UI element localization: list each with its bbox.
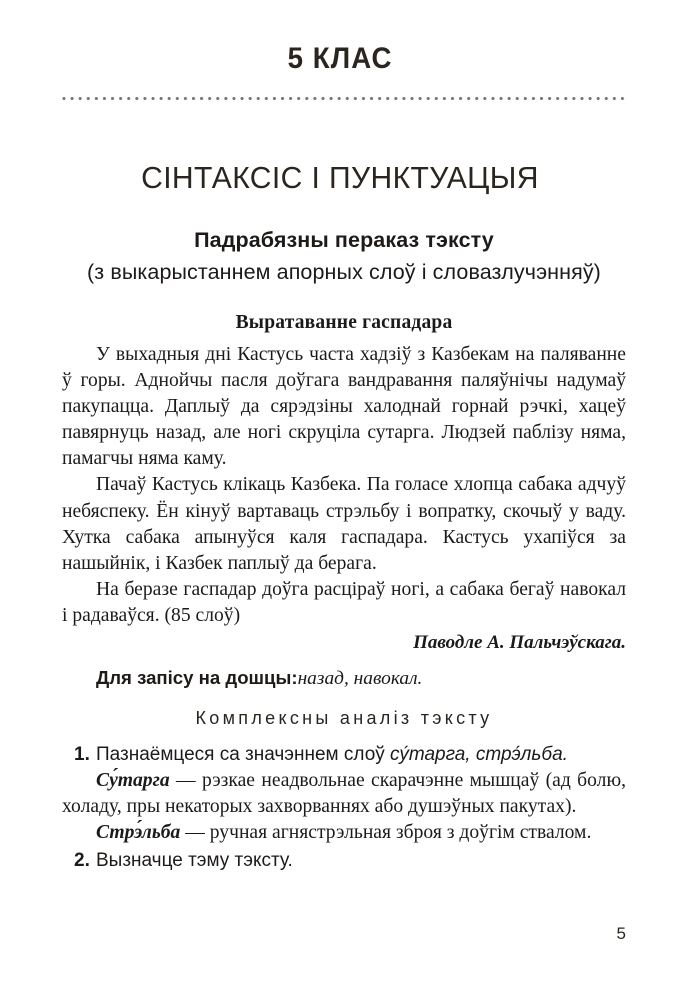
- task-item-number: 1.: [74, 744, 90, 765]
- story-paragraph: На беразе гаспадар доўга расціраў ногі, а сабака бегаў навокал і радаваўся. (85 слоў): [62, 578, 626, 626]
- task-item-text: Вызначце тэму тэксту.: [96, 850, 293, 872]
- task-item: [62, 848, 626, 873]
- definition-entry: [62, 768, 626, 820]
- part-title: СІНТАКСІС І ПУНКТУАЦЫЯ: [141, 160, 539, 195]
- definition-entry: [62, 820, 626, 846]
- story-paragraph: У выхадныя дні Кастусь часта хадзіў з Казбекам на паляванне ў горы. Аднойчы пасля доўгага вандравання паляўнічы надумаў пакупацца. Даплыў да сярэдзіны халоднай горнай рэчкі, хацеў павярнуць назад, але ногі скруціла сутарга. Людзей паблізу няма, памагчы няма каму.: [62, 344, 626, 470]
- task-header-subtitle: (з выкарыстаннем апорных слоў і словазлучэнняў): [87, 259, 601, 284]
- dotted-rule-divider: [62, 96, 626, 101]
- chapter-title: 5 КЛАС: [287, 42, 393, 75]
- story-paragraph: Пачаў Кастусь клікаць Казбека. Па голасе хлопца сабака адчуў небяспеку. Ён кінуў вартаваць стрэльбу і вопратку, скочыў у ваду. Хутка сабака апынуўся каля гаспадара. Кастусь ухапіўся за нашыйнік, і Казбек паплыў да берага.: [62, 474, 626, 574]
- analysis-section-heading: Комплексны аналіз тэксту: [195, 708, 493, 728]
- chapter-header: [0, 44, 680, 74]
- task-item-number: 2.: [74, 850, 90, 872]
- analysis-task-list: [62, 742, 626, 874]
- page-number: 5: [616, 924, 626, 943]
- story-attribution: Паводле А. Пальчэўскага.: [413, 632, 626, 654]
- definition-body: — ручная агнястрэльная зброя з доўгім ствалом.: [180, 822, 592, 844]
- task-header-title: Падрабязны пераказ тэксту: [194, 228, 494, 252]
- definition-body: — рэзкае неадвольнае скарачэнне мышцаў (ад болю, холаду, пры некаторых захворваннях або душэўных пакутах).: [62, 770, 626, 818]
- definition-term: Стрэ́льба: [96, 822, 181, 844]
- board-words-label: Для запісу на дошцы:: [96, 667, 298, 688]
- board-words-line: [62, 666, 626, 691]
- story-section: [62, 312, 626, 654]
- task-item-text: Пазнаёмцеся са значэннем слоў: [96, 744, 391, 765]
- task-header: [62, 227, 626, 287]
- story-title: Выратаванне гаспадара: [235, 312, 453, 333]
- task-item-keywords: су́тарга, стрэ́льба.: [390, 744, 568, 765]
- board-words-value: назад, навокал.: [297, 668, 423, 689]
- definition-term: Су́тарга: [96, 770, 170, 791]
- task-item: [62, 742, 626, 767]
